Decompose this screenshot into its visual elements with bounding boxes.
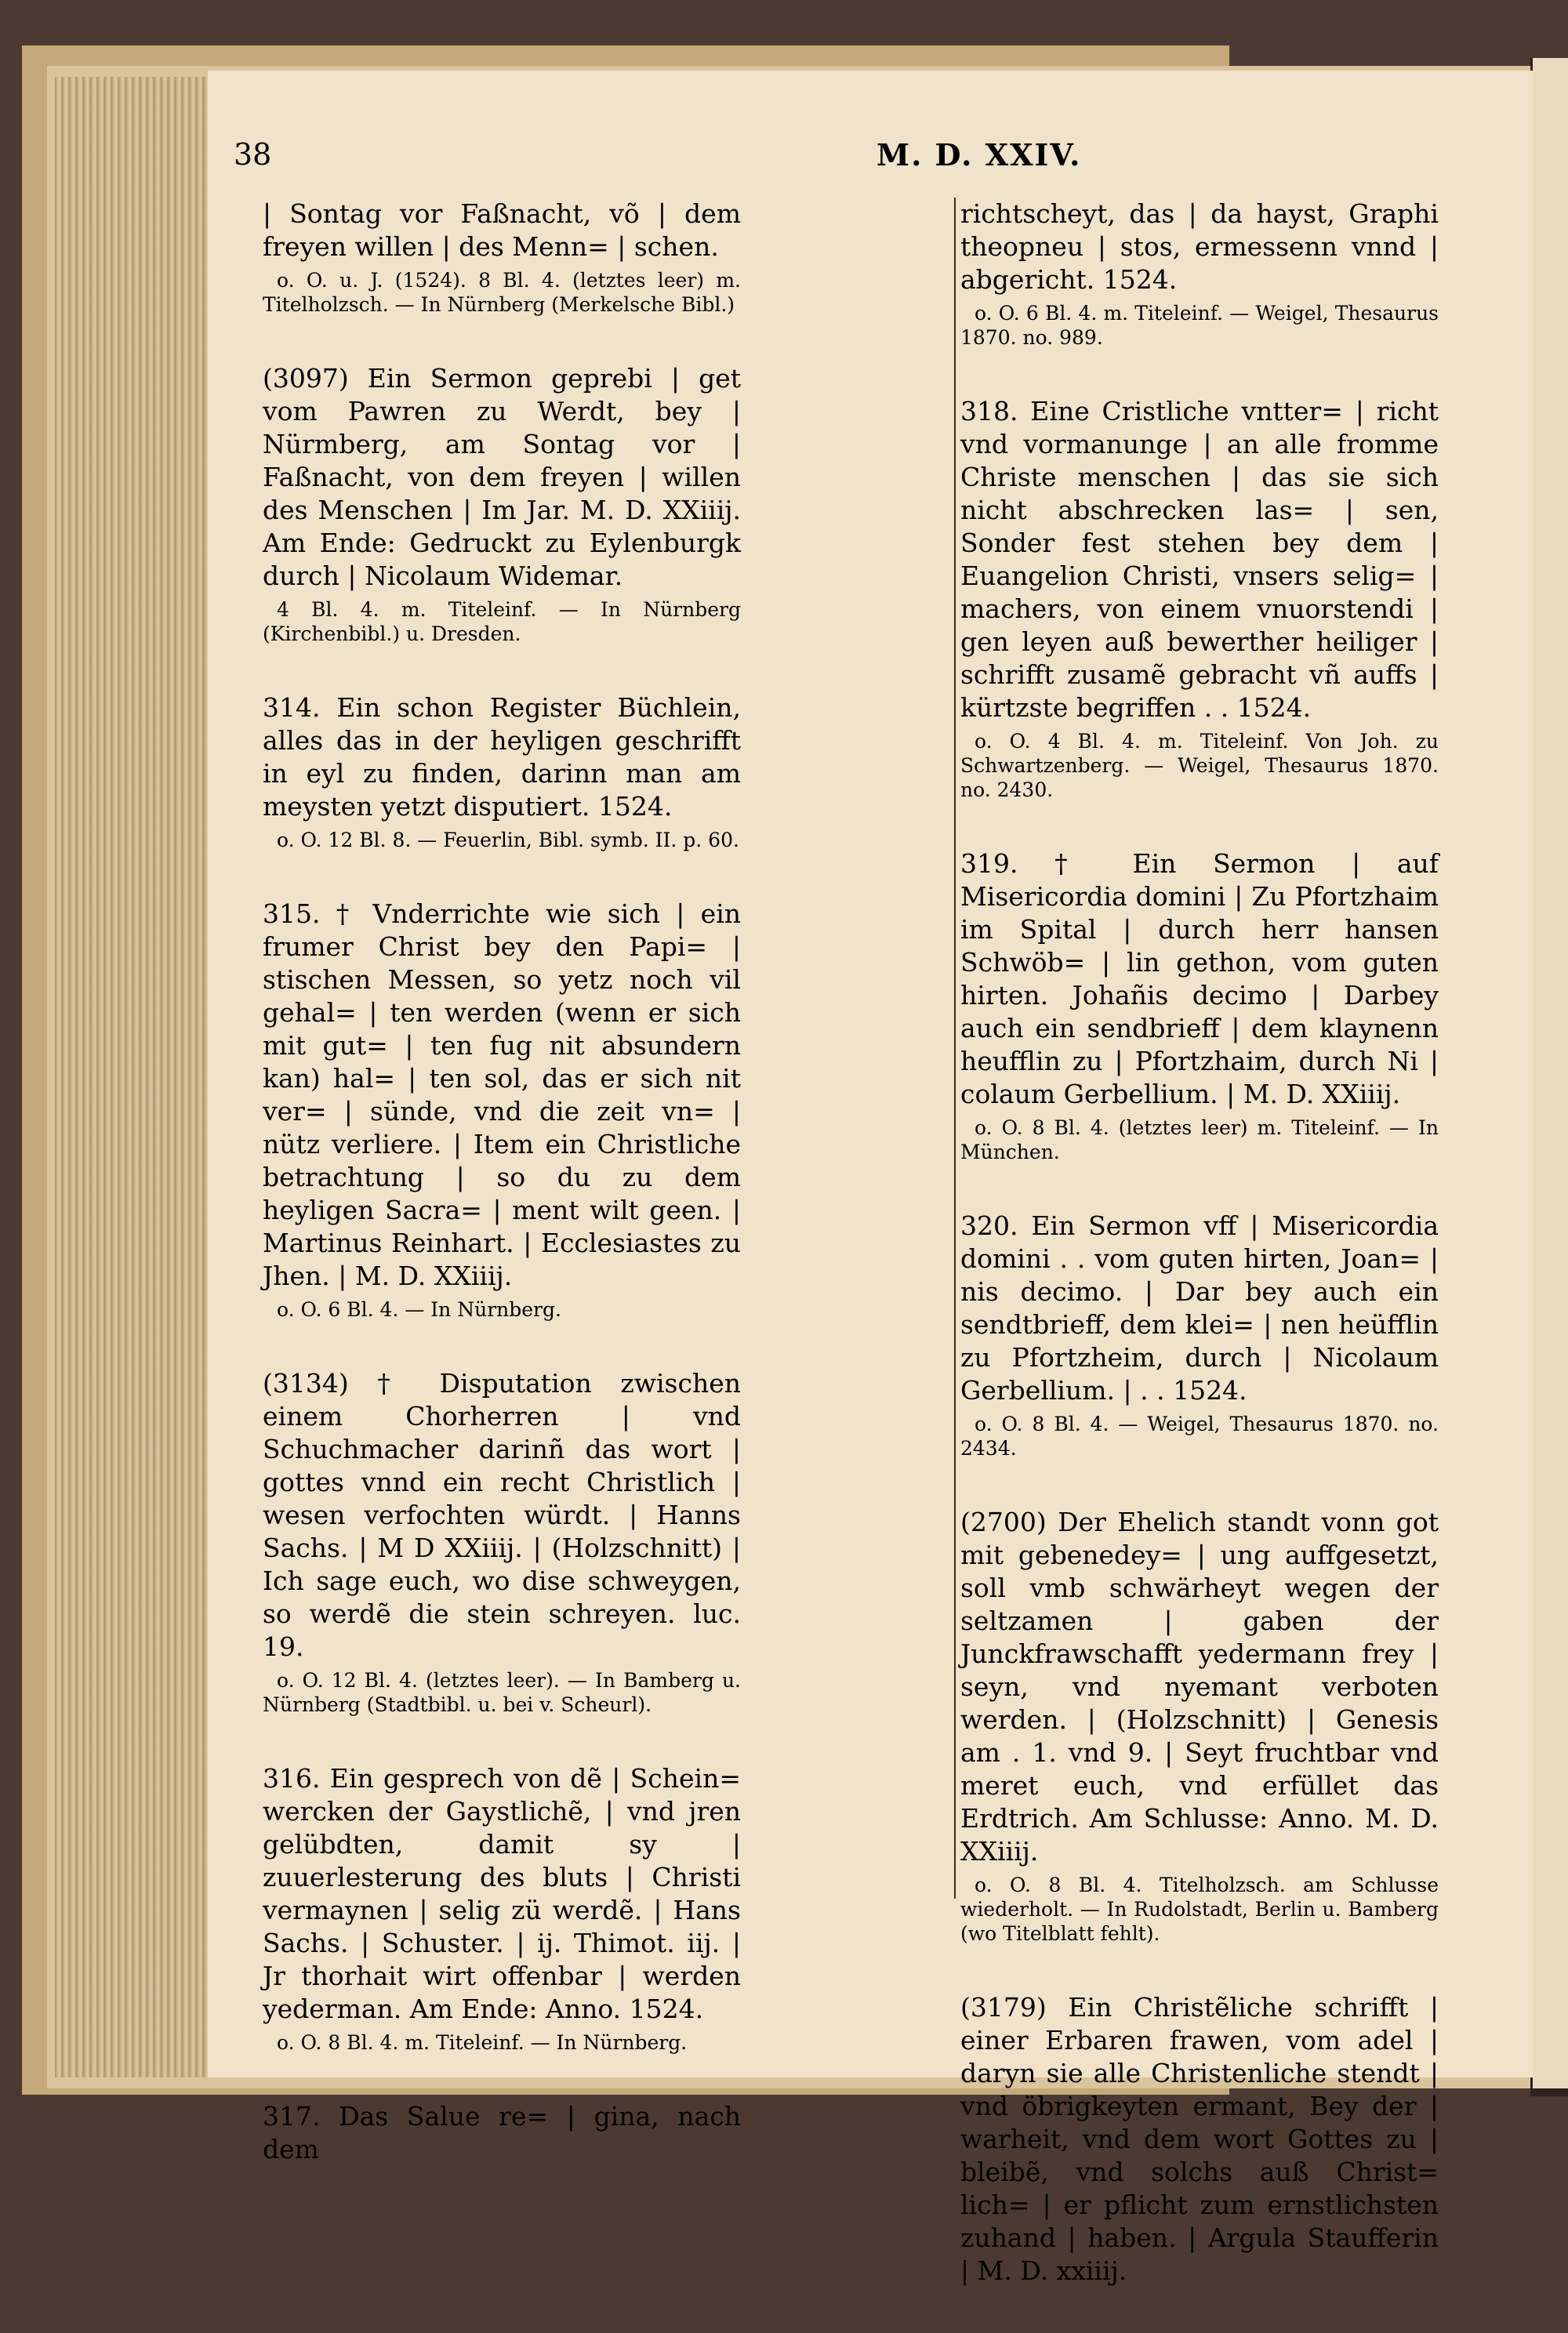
entry bbox=[960, 847, 1439, 1164]
entry-title: (3179) Ein Christẽliche schrifft | einer Erbaren frawen, vom adel | daryn sie alle Christenliche stendt | vnd öbrigkeyten ermant, Bey der | warheit, vnd dem wort Gottes zu | bleibẽ, vnd solchs auß Christ= lich= | er pflicht zum ernstlichsten zuhand | haben. | Argula Staufferin | M. D. xxiiij. bbox=[960, 1992, 1439, 2286]
entry bbox=[263, 198, 741, 317]
entry bbox=[263, 898, 741, 1322]
column-divider bbox=[954, 198, 956, 1899]
entry-note: o. O. 4 Bl. 4. m. Titeleinf. Von Joh. zu Schwartzenberg. — Weigel, Thesaurus 1870. no. 2430. bbox=[960, 730, 1439, 801]
entry-title: 318. Eine Cristliche vntter= | richt vnd vormanunge | an alle fromme Christe menschen | das sie sich nicht abschrecken las= | sen, Sonder fest stehen bey dem | Euangelion Christi, vnsers selig= | machers, von einem vnuorstendi | gen leyen auß bewerther heiliger | schrifft zusamẽ gebracht vñ auffs | kürtzste begriffen . . 1524. bbox=[960, 396, 1439, 723]
left-column bbox=[263, 198, 741, 2211]
page-edges bbox=[55, 77, 208, 2077]
entry-title: 320. Ein Sermon vff | Misericordia domini . . vom guten hirten, Joan= | nis decimo. | Dar bey auch ein sendtbrieff, dem klei= | nen heüfflin zu Pfortzheim, durch | Nicolaum Gerbellium. | . . 1524. bbox=[960, 1210, 1439, 1406]
entry-title: (2700) Der Ehelich standt vonn got mit gebenedey= | ung auffgesetzt, soll vmb schwärheyt wegen der seltzamen | gaben der Junckfrawschafft yedermann frey | seyn, vnd nyemant verboten werden. | (Holzschnitt) | Genesis am . 1. vnd 9. | Seyt fruchtbar vnd meret euch, vnd erfüllet das Erdtrich. Am Schlusse: Anno. M. D. XXiiij. bbox=[960, 1507, 1439, 1867]
facing-page-edge bbox=[1533, 58, 1568, 2088]
entry bbox=[960, 395, 1439, 802]
right-column bbox=[960, 198, 1439, 2333]
entry bbox=[960, 198, 1439, 350]
entry-title: (3134) † Disputation zwischen einem Chorherren | vnd Schuchmacher darinñ das wort | gottes vnnd ein recht Christlich | wesen verfochten würdt. | Hanns Sachs. | M D XXiiij. | (Holzschnitt) | Ich sage euch, wo dise schweygen, so werdẽ die stein schreyen. luc. 19. bbox=[263, 1368, 741, 1662]
entry-title: 317. Das Salue re= | gina, nach dem bbox=[263, 2101, 741, 2164]
entry-title: (3097) Ein Sermon geprebi | get vom Pawren zu Werdt, bey | Nürmberg, am Sontag vor | Faßnacht, von dem freyen | willen des Menschen | Im Jar. M. D. XXiiij. Am Ende: Gedruckt zu Eylenburgk durch | Nicolaum Widemar. bbox=[263, 363, 741, 591]
entry-note: o. O. 6 Bl. 4. m. Titeleinf. — Weigel, Thesaurus 1870. no. 989. bbox=[960, 302, 1439, 349]
entry-title: 316. Ein gesprech von dẽ | Schein= wercken der Gaystlichẽ, | vnd jren gelübdten, damit sy | zuuerlesterung des bluts | Christi vermaynen | selig zü werdẽ. | Hans Sachs. | Schuster. | ij. Thimot. iij. | Jr thorhait wirt offenbar | werden yederman. Am Ende: Anno. 1524. bbox=[263, 1763, 741, 2024]
entry bbox=[263, 1762, 741, 2055]
entry bbox=[960, 1210, 1439, 1460]
entry bbox=[263, 362, 741, 646]
entry-title: richtscheyt, das | da hayst, Graphi theopneu | stos, ermessenn vnnd | abgericht. 1524. bbox=[960, 198, 1439, 295]
entry-note: o. O. 8 Bl. 4. (letztes leer) m. Titeleinf. — In München. bbox=[960, 1116, 1439, 1163]
entry-title: 314. Ein schon Register Büchlein, alles das in der heyligen geschrifft in eyl zu finden, darinn man am meysten yetzt disputiert. 1524. bbox=[263, 692, 741, 822]
entry-note: o. O. 12 Bl. 4. (letztes leer). — In Bamberg u. Nürnberg (Stadtbibl. u. bei v. Scheurl). bbox=[263, 1669, 741, 1716]
entry-title: | Sontag vor Faßnacht, võ | dem freyen willen | des Menn= | schen. bbox=[263, 198, 741, 262]
entry-title: 315. † Vnderrichte wie sich | ein frumer Christ bey den Papi= | stischen Messen, so yetz noch vil gehal= | ten werden (wenn er sich mit gut= | ten fug nit absundern kan) hal= | ten sol, das er sich nit ver= | sünde, vnd die zeit vn= | nütz verliere. | Item ein Christliche betrachtung | so du zu dem heyligen Sacra= | ment wilt geen. | Martinus Reinhart. | Ecclesiastes zu Jhen. | M. D. XXiiij. bbox=[263, 898, 741, 1291]
running-title: M. D. XXIV. bbox=[877, 137, 1082, 172]
page-number: 38 bbox=[234, 137, 272, 172]
entry bbox=[960, 1991, 1439, 2288]
entry-title: 319. † Ein Sermon | auf Misericordia domini | Zu Pfortzhaim im Spital | durch herr hansen Schwöb= | lin gethon, vom guten hirten. Johañis decimo | Darbey auch ein sendbrieff | dem klaynenn heufflin zu | Pfortzhaim, durch Ni | colaum Gerbellium. | M. D. XXiiij. bbox=[960, 848, 1439, 1109]
entry bbox=[263, 691, 741, 852]
entry-note: o. O. 6 Bl. 4. — In Nürnberg. bbox=[277, 1298, 561, 1321]
entry bbox=[960, 1506, 1439, 1946]
entry-note: 4 Bl. 4. m. Titeleinf. — In Nürnberg (Kirchenbibl.) u. Dresden. bbox=[263, 598, 741, 645]
entry-note: o. O. 12 Bl. 8. — Feuerlin, Bibl. symb. II. p. 60. bbox=[277, 829, 739, 851]
entry-note: o. O. 8 Bl. 4. Titelholzsch. am Schlusse wiederholt. — In Rudolstadt, Berlin u. Bamberg (wo Titelblatt fehlt). bbox=[960, 1874, 1439, 1945]
entry-note: o. O. 8 Bl. 4. m. Titeleinf. — In Nürnberg. bbox=[277, 2031, 688, 2054]
entry-note: o. O. u. J. (1524). 8 Bl. 4. (letztes leer) m. Titelholzsch. — In Nürnberg (Merkelsche Bibl.) bbox=[263, 269, 741, 316]
entry bbox=[263, 1367, 741, 1717]
entry bbox=[263, 2100, 741, 2166]
entry-note: o. O. 8 Bl. 4. — Weigel, Thesaurus 1870. no. 2434. bbox=[960, 1413, 1439, 1460]
